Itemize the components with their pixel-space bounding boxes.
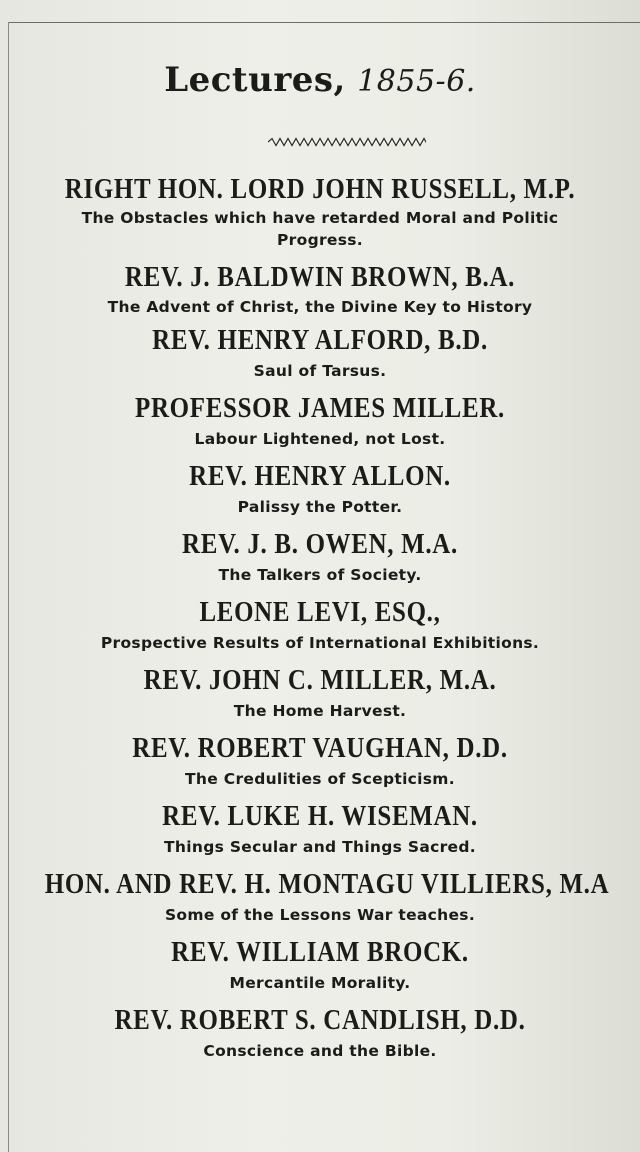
speaker-name: PROFESSOR JAMES MILLER. (135, 392, 505, 424)
lecture-topic: Conscience and the Bible. (203, 1042, 437, 1060)
lecture-topic: The Credulities of Scepticism. (185, 770, 455, 788)
speaker-name: REV. ROBERT VAUGHAN, D.D. (132, 732, 508, 764)
lecture-topic: Mercantile Morality. (229, 974, 411, 992)
speaker-name: REV. ROBERT S. CANDLISH, D.D. (114, 1004, 526, 1036)
lecture-entry (0, 172, 640, 249)
lecture-topic-continued: Progress. (277, 231, 363, 249)
speaker-name: HON. AND REV. H. MONTAGU VILLIERS, M.A (44, 868, 610, 900)
speaker-name: LEONE LEVI, ESQ., (199, 596, 441, 628)
lecture-topic: Some of the Lessons War teaches. (164, 906, 476, 924)
lecture-entry (0, 260, 640, 317)
speaker-name: REV. HENRY ALLON. (189, 460, 451, 492)
title-year: 1855-6. (357, 64, 476, 99)
lecture-topic: Labour Lightened, not Lost. (194, 430, 446, 448)
speaker-name: RIGHT HON. LORD JOHN RUSSELL, M.P. (64, 173, 576, 205)
speaker-name: REV. J. B. OWEN, M.A. (182, 528, 458, 560)
lecture-topic: Saul of Tarsus. (253, 362, 387, 380)
lecture-entry (0, 459, 640, 517)
lecture-entry (0, 323, 640, 381)
lecture-topic: Prospective Results of International Exhibitions. (100, 634, 540, 652)
lecture-entry (0, 595, 640, 653)
lecture-topic: The Home Harvest. (233, 702, 407, 720)
lecture-entry (0, 1003, 640, 1061)
lecture-entry (0, 731, 640, 789)
lecture-topic: The Talkers of Society. (218, 566, 422, 584)
lecture-topic: The Obstacles which have retarded Moral and Politic (81, 209, 559, 227)
lecture-topic: Palissy the Potter. (237, 498, 403, 516)
lecture-list (0, 172, 640, 1061)
wavy-ornament (268, 137, 426, 147)
page-title (0, 60, 640, 100)
top-border-rule (8, 22, 640, 23)
speaker-name: REV. LUKE H. WISEMAN. (162, 800, 478, 832)
lecture-entry (0, 391, 640, 449)
lecture-entry (0, 663, 640, 721)
lecture-entry (0, 527, 640, 585)
lecture-entry (0, 867, 640, 925)
lecture-topic: Things Secular and Things Sacred. (164, 838, 476, 856)
lecture-topic: The Advent of Christ, the Divine Key to History (107, 298, 533, 316)
speaker-name: REV. WILLIAM BROCK. (171, 936, 469, 968)
title-blackletter: Lectures, (164, 60, 346, 100)
speaker-name: REV. J. BALDWIN BROWN, B.A. (124, 261, 516, 293)
lecture-entry (0, 935, 640, 993)
lecture-entry (0, 799, 640, 857)
speaker-name: REV. HENRY ALFORD, B.D. (152, 324, 488, 356)
speaker-name: REV. JOHN C. MILLER, M.A. (143, 664, 497, 696)
